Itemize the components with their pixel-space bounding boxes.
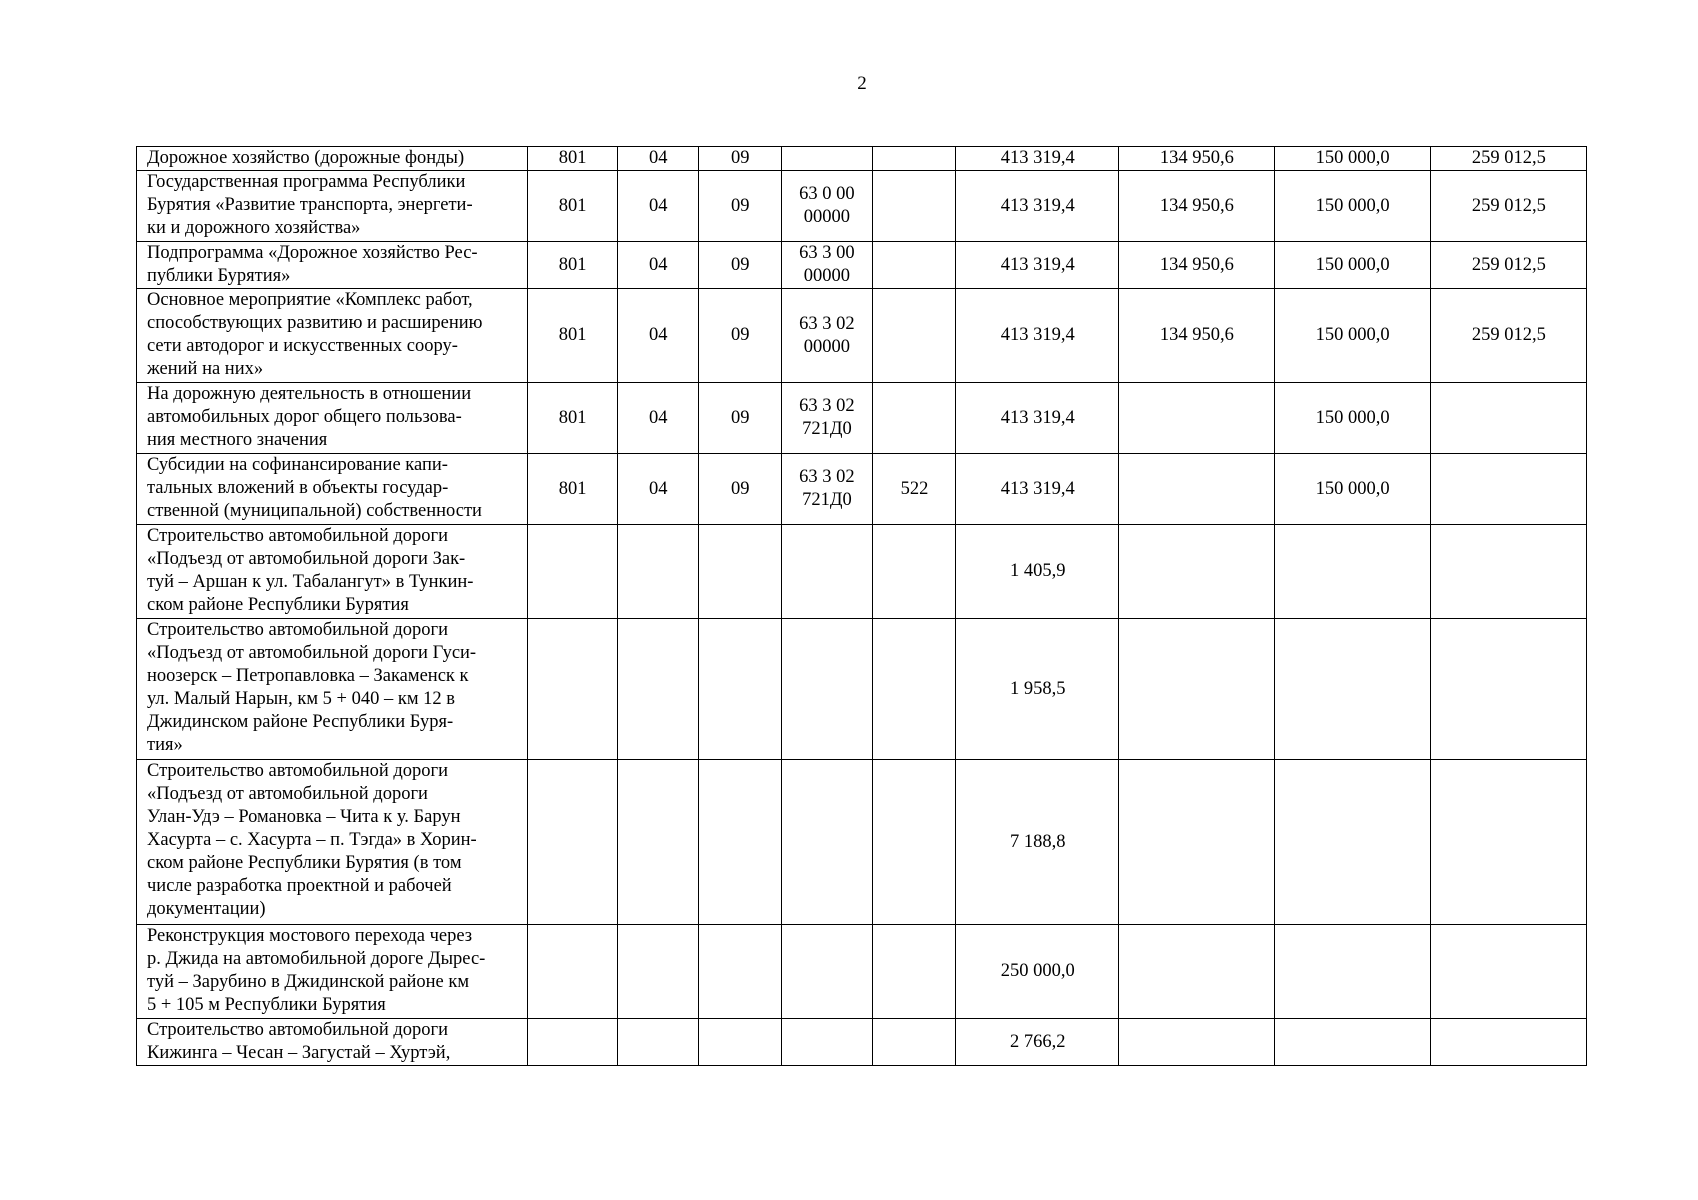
section-code: [617, 525, 698, 619]
amount-column-3: 150 000,0: [1274, 454, 1430, 525]
table-row: [137, 171, 1587, 242]
description-line: Улан-Удэ – Романовка – Чита к у. Барун: [147, 807, 461, 827]
description-line: туй – Зарубино в Джидинской районе км: [147, 972, 470, 992]
table-row: [137, 289, 1587, 383]
expense-type-code: [872, 525, 955, 619]
description-line: Строительство автомобильной дороги: [147, 620, 449, 640]
row-description: [137, 1019, 528, 1066]
amount-total: 1 958,5: [956, 619, 1119, 760]
target-article-line: 63 3 02: [799, 313, 855, 334]
ministry-code: 801: [527, 454, 617, 525]
amount-column-2: 134 950,6: [1119, 289, 1274, 383]
description-line: сети автодорог и искусственных соору-: [147, 336, 458, 356]
page-number: 2: [857, 73, 867, 94]
amount-column-4: 259 012,5: [1430, 242, 1586, 289]
target-article-code: [781, 289, 872, 383]
target-article-code: [781, 242, 872, 289]
subsection-code: [698, 525, 781, 619]
amount-column-3: [1274, 525, 1430, 619]
table-row: [137, 925, 1587, 1019]
expense-type-code: [872, 619, 955, 760]
budget-table: [136, 146, 1587, 1066]
row-description: [137, 383, 528, 454]
description-line: ки и дорожного хозяйства»: [147, 218, 361, 238]
section-code: 04: [617, 242, 698, 289]
subsection-code: 09: [698, 289, 781, 383]
expense-type-code: [872, 1019, 955, 1066]
target-article-line: 00000: [803, 207, 851, 227]
amount-column-3: 150 000,0: [1274, 147, 1430, 171]
section-code: 04: [617, 454, 698, 525]
row-description: [137, 925, 528, 1019]
amount-column-4: [1430, 619, 1586, 760]
amount-column-4: 259 012,5: [1430, 289, 1586, 383]
table-row: [137, 242, 1587, 289]
description-line: ском районе Республики Бурятия (в том: [147, 853, 462, 873]
description-line: Государственная программа Республики: [147, 172, 466, 192]
amount-column-3: [1274, 925, 1430, 1019]
amount-column-4: [1430, 760, 1586, 925]
expense-type-code: [872, 171, 955, 242]
table-row: [137, 760, 1587, 925]
target-article-code: [781, 525, 872, 619]
target-article-code: [781, 1019, 872, 1066]
amount-column-2: [1119, 1019, 1274, 1066]
ministry-code: [527, 1019, 617, 1066]
amount-column-4: [1430, 525, 1586, 619]
amount-column-2: 134 950,6: [1119, 171, 1274, 242]
description-line: Подпрограмма «Дорожное хозяйство Рес-: [147, 243, 478, 263]
target-article-line: 00000: [803, 336, 851, 357]
description-line: ноозерск – Петропавловка – Закаменск к: [147, 666, 469, 686]
section-code: [617, 925, 698, 1019]
ministry-code: 801: [527, 289, 617, 383]
amount-total: 7 188,8: [956, 760, 1119, 925]
description-line: Субсидии на софинансирование капи-: [147, 455, 448, 475]
expense-type-code: [872, 147, 955, 171]
amount-column-2: [1119, 525, 1274, 619]
description-line: Реконструкция мостового перехода через: [147, 926, 473, 946]
amount-column-4: 259 012,5: [1430, 171, 1586, 242]
subsection-code: [698, 760, 781, 925]
amount-column-2: [1119, 619, 1274, 760]
description-line: ния местного значения: [147, 430, 328, 450]
amount-total: 413 319,4: [956, 147, 1119, 171]
amount-column-4: 259 012,5: [1430, 147, 1586, 171]
amount-total: 413 319,4: [956, 383, 1119, 454]
target-article-line: 63 3 00: [799, 243, 855, 263]
description-line: Хасурта – с. Хасурта – п. Тэгда» в Хорин-: [147, 830, 477, 850]
description-line: ственной (муниципальной) собственности: [147, 501, 482, 521]
amount-total: 1 405,9: [956, 525, 1119, 619]
description-line: тия»: [147, 735, 183, 755]
row-description: [137, 525, 528, 619]
description-line: Строительство автомобильной дороги: [147, 761, 449, 781]
amount-column-3: [1274, 1019, 1430, 1066]
subsection-code: 09: [698, 171, 781, 242]
amount-column-2: [1119, 454, 1274, 525]
subsection-code: 09: [698, 454, 781, 525]
amount-column-2: 134 950,6: [1119, 242, 1274, 289]
row-description: [137, 289, 528, 383]
row-description: [137, 171, 528, 242]
description-line: публики Бурятия»: [147, 266, 291, 286]
amount-column-3: 150 000,0: [1274, 171, 1430, 242]
description-line: Строительство автомобильной дороги: [147, 526, 449, 546]
target-article-code: [781, 454, 872, 525]
description-line: автомобильных дорог общего пользова-: [147, 407, 462, 427]
description-line: документации): [147, 899, 266, 919]
expense-type-code: [872, 760, 955, 925]
amount-column-3: 150 000,0: [1274, 289, 1430, 383]
table-body: [137, 147, 1587, 1066]
target-article-line: 63 3 02: [799, 396, 855, 416]
ministry-code: 801: [527, 171, 617, 242]
subsection-code: 09: [698, 242, 781, 289]
target-article-code: [781, 147, 872, 171]
section-code: [617, 619, 698, 760]
section-code: [617, 760, 698, 925]
description-line: тальных вложений в объекты государ-: [147, 478, 449, 498]
ministry-code: [527, 760, 617, 925]
row-description: [137, 619, 528, 760]
amount-total: 413 319,4: [956, 242, 1119, 289]
subsection-code: [698, 925, 781, 1019]
description-line: ул. Малый Нарын, км 5 + 040 – км 12 в: [147, 689, 456, 709]
table-row: [137, 525, 1587, 619]
expense-type-code: [872, 242, 955, 289]
description-line: ском районе Республики Бурятия: [147, 595, 409, 615]
subsection-code: 09: [698, 147, 781, 171]
expense-type-code: [872, 289, 955, 383]
description-line: жений на них»: [147, 359, 264, 379]
table-row: [137, 619, 1587, 760]
amount-column-4: [1430, 1019, 1586, 1066]
amount-total: 2 766,2: [956, 1019, 1119, 1066]
expense-type-code: 522: [872, 454, 955, 525]
subsection-code: [698, 619, 781, 760]
amount-column-3: 150 000,0: [1274, 383, 1430, 454]
description-line: Джидинском районе Республики Буря-: [147, 712, 454, 732]
table-row: [137, 1019, 1587, 1066]
ministry-code: 801: [527, 242, 617, 289]
target-article-line: 721Д0: [802, 419, 852, 439]
description-line: На дорожную деятельность в отношении: [147, 384, 472, 404]
amount-column-3: 150 000,0: [1274, 242, 1430, 289]
amount-column-3: [1274, 760, 1430, 925]
amount-total: 250 000,0: [956, 925, 1119, 1019]
description-line: Строительство автомобильной дороги: [147, 1020, 449, 1040]
ministry-code: [527, 525, 617, 619]
target-article-code: [781, 171, 872, 242]
row-description: [137, 454, 528, 525]
description-line: «Подъезд от автомобильной дороги Гуси-: [147, 643, 477, 663]
section-code: [617, 1019, 698, 1066]
description-line: числе разработка проектной и рабочей: [147, 876, 452, 896]
description-line: способствующих развитию и расширению: [147, 313, 483, 333]
amount-total: 413 319,4: [956, 454, 1119, 525]
section-code: 04: [617, 147, 698, 171]
amount-column-4: [1430, 925, 1586, 1019]
section-code: 04: [617, 171, 698, 242]
row-description: [137, 147, 528, 171]
description-line: «Подъезд от автомобильной дороги Зак-: [147, 549, 466, 569]
row-description: [137, 760, 528, 925]
amount-total: 413 319,4: [956, 289, 1119, 383]
description-line: «Подъезд от автомобильной дороги: [147, 784, 428, 804]
ministry-code: [527, 619, 617, 760]
amount-column-3: [1274, 619, 1430, 760]
ministry-code: [527, 925, 617, 1019]
row-description: [137, 242, 528, 289]
target-article-code: [781, 619, 872, 760]
target-article-code: [781, 760, 872, 925]
description-line: Бурятия «Развитие транспорта, энергети-: [147, 195, 473, 215]
table-row: [137, 454, 1587, 525]
description-line: 5 + 105 м Республики Бурятия: [147, 995, 386, 1015]
expense-type-code: [872, 925, 955, 1019]
amount-column-4: [1430, 383, 1586, 454]
amount-column-2: [1119, 760, 1274, 925]
section-code: 04: [617, 383, 698, 454]
target-article-line: 721Д0: [802, 490, 852, 510]
expense-type-code: [872, 383, 955, 454]
description-line: Дорожное хозяйство (дорожные фонды): [147, 148, 465, 168]
amount-column-2: [1119, 383, 1274, 454]
target-article-line: 00000: [803, 266, 851, 286]
amount-total: 413 319,4: [956, 171, 1119, 242]
amount-column-2: [1119, 925, 1274, 1019]
description-line: Кижинга – Чесан – Загустай – Хуртэй,: [147, 1043, 451, 1063]
target-article-line: 63 0 00: [799, 184, 855, 204]
description-line: туй – Аршан к ул. Табалангут» в Тункин-: [147, 572, 474, 592]
target-article-code: [781, 925, 872, 1019]
description-line: Основное мероприятие «Комплекс работ,: [147, 290, 473, 310]
section-code: 04: [617, 289, 698, 383]
target-article-line: 63 3 02: [799, 467, 855, 487]
target-article-code: [781, 383, 872, 454]
ministry-code: 801: [527, 147, 617, 171]
amount-column-4: [1430, 454, 1586, 525]
subsection-code: [698, 1019, 781, 1066]
table-row: [137, 383, 1587, 454]
subsection-code: 09: [698, 383, 781, 454]
amount-column-2: 134 950,6: [1119, 147, 1274, 171]
table-row: [137, 147, 1587, 171]
ministry-code: 801: [527, 383, 617, 454]
description-line: р. Джида на автомобильной дороге Дырес-: [147, 949, 486, 969]
